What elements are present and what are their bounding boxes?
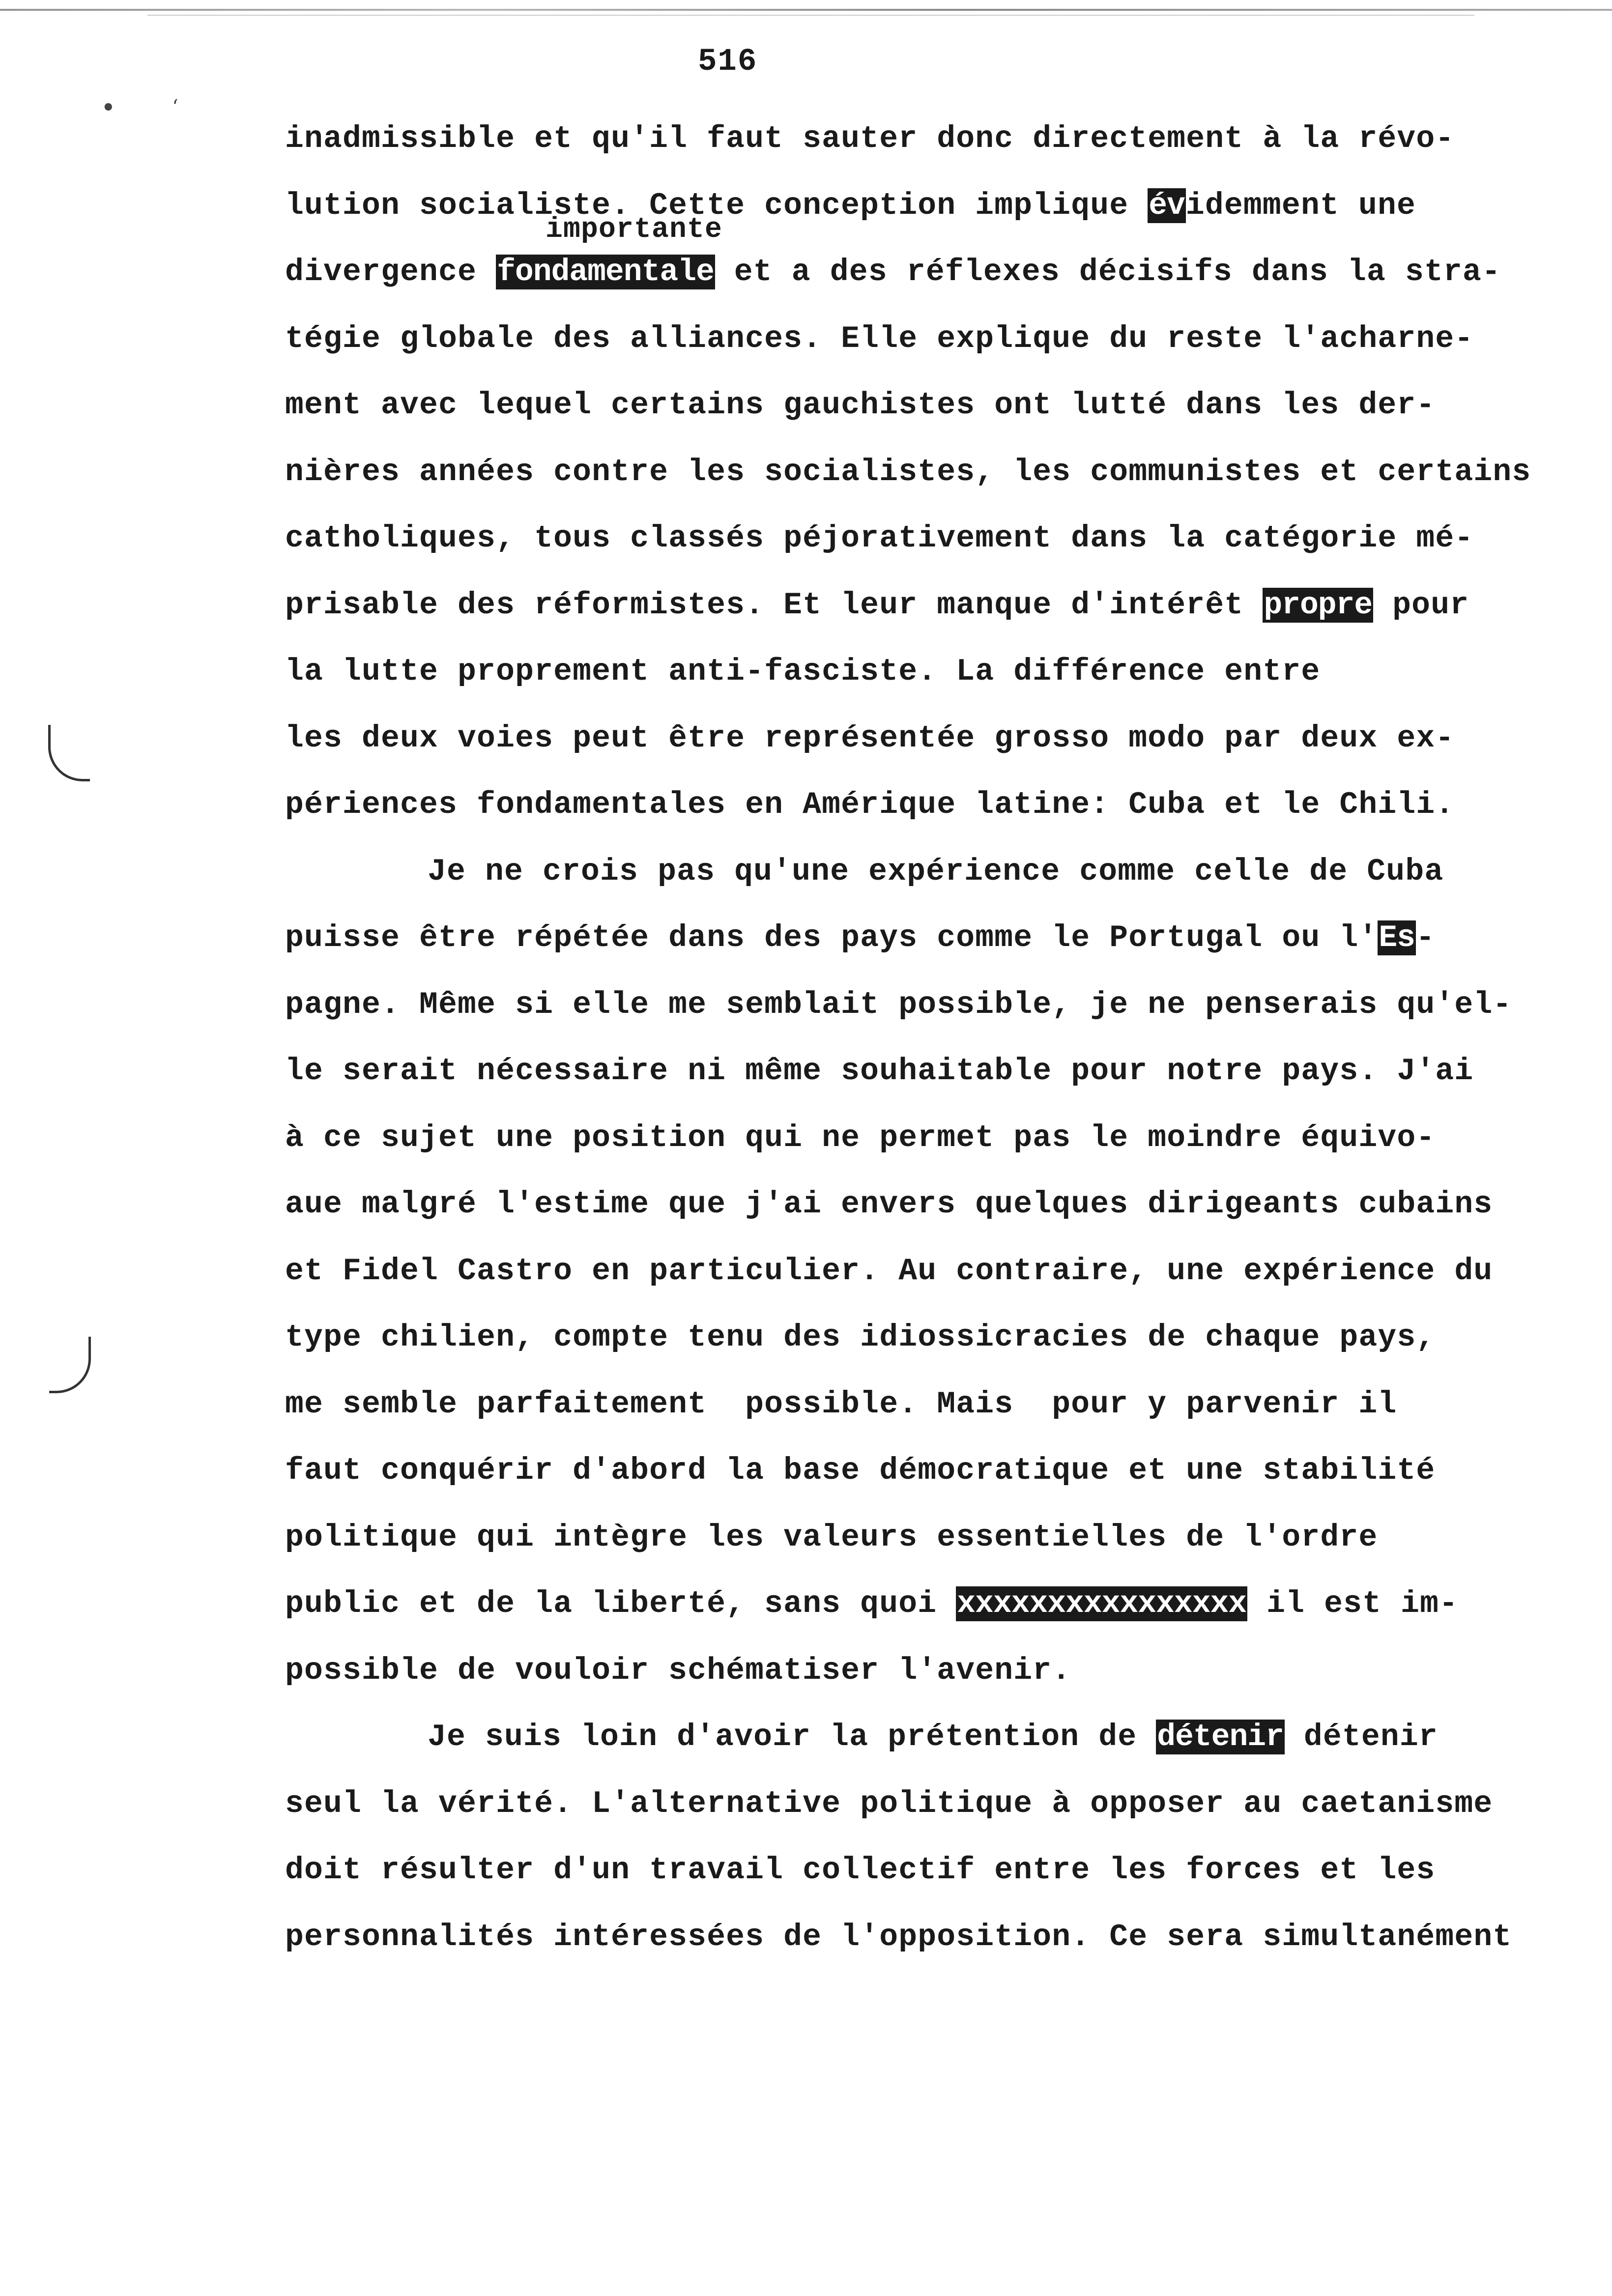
line-text: politique qui intègre les valeurs essentielles de l'ordre bbox=[285, 1520, 1378, 1555]
line-text: Je suis loin d'avoir la prétention de bbox=[428, 1720, 1156, 1754]
struck-over-text: év bbox=[1149, 188, 1185, 223]
line-text: aue malgré l'estime que j'ai envers quelques dirigeants cubains bbox=[285, 1187, 1493, 1222]
line-text: seul la vérité. L'alternative politique à opposer au caetanisme bbox=[285, 1786, 1493, 1821]
line-text: divergence bbox=[285, 255, 496, 289]
margin-mark: • bbox=[101, 93, 116, 123]
text-line bbox=[285, 172, 1602, 239]
text-line bbox=[285, 1571, 1602, 1637]
text-line bbox=[285, 214, 1602, 306]
text-line bbox=[285, 972, 1602, 1038]
text-line bbox=[285, 1771, 1602, 1837]
margin-bracket-left bbox=[48, 725, 90, 781]
line-text: pagne. Même si elle me semblait possible, je ne penserais qu'el- bbox=[285, 987, 1512, 1022]
line-text: il est im- bbox=[1247, 1586, 1459, 1621]
struck-over-text: propre bbox=[1264, 587, 1373, 623]
text-line bbox=[285, 1105, 1602, 1172]
line-text: le serait nécessaire ni même souhaitable pour notre pays. J'ai bbox=[285, 1054, 1474, 1089]
line-text: me semble parfaitement possible. Mais pour y parvenir il bbox=[285, 1386, 1397, 1422]
line-text: ment avec lequel certains gauchistes ont lutté dans les der- bbox=[285, 388, 1436, 423]
text-line bbox=[285, 1238, 1602, 1305]
text-line bbox=[285, 306, 1602, 373]
line-text: et a des réflexes décisifs dans la stra- bbox=[715, 255, 1501, 289]
line-text: prisable des réformistes. Et leur manque d'intérêt bbox=[285, 587, 1263, 623]
text-line bbox=[285, 705, 1602, 772]
text-line bbox=[285, 1038, 1602, 1105]
line-text: détenir bbox=[1284, 1720, 1438, 1754]
line-text: pour bbox=[1373, 587, 1469, 623]
line-text: - bbox=[1415, 920, 1435, 955]
line-text: possible de vouloir schématiser l'avenir. bbox=[285, 1653, 1071, 1688]
text-line bbox=[285, 1704, 1602, 1771]
struck-over-text: détenir bbox=[1157, 1720, 1284, 1754]
line-text: puisse être répétée dans des pays comme le Portugal ou l' bbox=[285, 920, 1378, 955]
text-line bbox=[285, 372, 1602, 439]
line-text: Je ne crois pas qu'une expérience comme celle de Cuba bbox=[428, 854, 1444, 889]
text-line bbox=[285, 1371, 1602, 1438]
line-text: périences fondamentales en Amérique latine: Cuba et le Chili. bbox=[285, 787, 1455, 822]
text-line bbox=[285, 638, 1602, 705]
text-line bbox=[285, 439, 1602, 506]
text-line bbox=[285, 1637, 1602, 1704]
scan-edge-rule-secondary bbox=[147, 15, 1474, 16]
line-text: doit résulter d'un travail collectif entre les forces et les bbox=[285, 1853, 1436, 1888]
text-line bbox=[285, 1304, 1602, 1371]
line-text: à ce sujet une position qui ne permet pas le moindre équivo- bbox=[285, 1120, 1436, 1155]
interlinear-insertion: importante bbox=[546, 214, 723, 246]
text-line bbox=[285, 772, 1602, 838]
line-text: lution socialiste. Cette conception implique bbox=[285, 188, 1148, 223]
text-line bbox=[285, 106, 1602, 172]
struck-over-text: Es bbox=[1379, 920, 1415, 955]
line-text: type chilien, compte tenu des idiossicracies de chaque pays, bbox=[285, 1320, 1436, 1355]
line-text: personnalités intéressées de l'opposition. Ce sera simultanément bbox=[285, 1919, 1512, 1954]
text-line bbox=[285, 1171, 1602, 1238]
typed-text-block bbox=[285, 106, 1602, 1970]
struck-over-text: xxxxxxxxxxxxxxxx bbox=[957, 1586, 1247, 1621]
line-text: idemment une bbox=[1185, 188, 1416, 223]
line-text: la lutte proprement anti-fasciste. La différence entre bbox=[285, 654, 1321, 689]
text-line bbox=[285, 838, 1602, 905]
text-line bbox=[285, 1504, 1602, 1571]
line-text: catholiques, tous classés péjorativement dans la catégorie mé- bbox=[285, 521, 1474, 556]
line-text: public et de la liberté, sans quoi bbox=[285, 1586, 956, 1621]
line-text: inadmissible et qu'il faut sauter donc directement à la révo- bbox=[285, 121, 1455, 156]
line-text: tégie globale des alliances. Elle explique du reste l'acharne- bbox=[285, 321, 1474, 356]
line-text: faut conquérir d'abord la base démocratique et une stabilité bbox=[285, 1453, 1436, 1488]
text-line bbox=[285, 1437, 1602, 1504]
text-line bbox=[285, 505, 1602, 572]
scan-edge-rule bbox=[0, 9, 1612, 11]
text-line bbox=[285, 905, 1602, 972]
line-text: nières années contre les socialistes, les communistes et certains bbox=[285, 454, 1531, 489]
margin-mark: ‘ bbox=[172, 96, 178, 118]
line-text: et Fidel Castro en particulier. Au contraire, une expérience du bbox=[285, 1253, 1493, 1289]
margin-bracket-right bbox=[49, 1337, 91, 1393]
text-line bbox=[285, 1837, 1602, 1904]
text-line bbox=[285, 1904, 1602, 1971]
page-number: 516 bbox=[698, 44, 758, 80]
struck-over-text: fondamentale bbox=[497, 255, 714, 289]
line-text: les deux voies peut être représentée grosso modo par deux ex- bbox=[285, 720, 1455, 756]
text-line bbox=[285, 572, 1602, 639]
